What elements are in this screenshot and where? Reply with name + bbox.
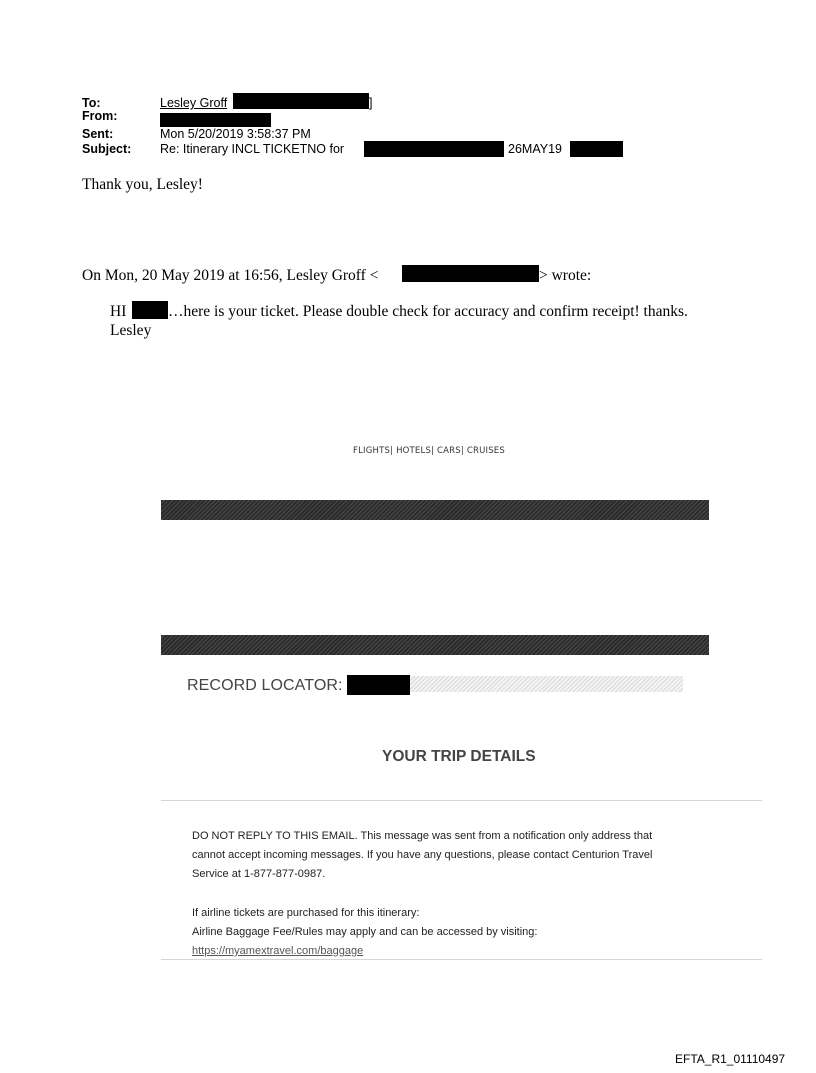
divider-top: [161, 800, 762, 801]
record-locator-bar: [410, 676, 683, 692]
notice-line-2: cannot accept incoming messages. If you have any questions, please contact Centurion Travel: [192, 849, 653, 861]
subject-prefix: Re: Itinerary INCL TICKETNO for: [160, 142, 345, 156]
document-id: EFTA_R1_01110497: [675, 1052, 786, 1066]
to-label: To:: [82, 96, 101, 110]
divider-bottom: [161, 959, 762, 960]
baggage-block: [192, 904, 752, 961]
redaction-subject-code: [570, 141, 623, 157]
baggage-line-1: If airline tickets are purchased for this itinerary:: [192, 907, 420, 919]
header-banner: [161, 500, 709, 520]
redaction-quoted-email: [402, 265, 539, 282]
sent-value: Mon 5/20/2019 3:58:37 PM: [160, 127, 311, 141]
redaction-to-email: [233, 93, 369, 109]
quote-hi: HI: [110, 303, 127, 320]
notice-block: [192, 827, 752, 884]
redaction-subject-name: [364, 141, 504, 157]
reply-thanks: Thank you, Lesley!: [82, 176, 203, 193]
to-tail: ]: [369, 96, 373, 110]
quote-text: …here is your ticket. Please double check for accuracy and confirm receipt! thanks.: [168, 303, 688, 320]
to-name[interactable]: Lesley Groff: [160, 96, 228, 110]
notice-line-1: DO NOT REPLY TO THIS EMAIL. This message was sent from a notification only address that: [192, 830, 653, 842]
baggage-link[interactable]: https://myamextravel.com/baggage: [192, 945, 364, 957]
redaction-recipient-name: [132, 301, 168, 319]
quote-intro-pre: On Mon, 20 May 2019 at 16:56, Lesley Groff <: [82, 267, 379, 284]
redaction-from: [160, 113, 271, 127]
baggage-line-2: Airline Baggage Fee/Rules may apply and can be accessed by visiting:: [192, 926, 538, 938]
from-label: From:: [82, 109, 118, 123]
subject-date: 26MAY19: [508, 142, 562, 156]
redaction-record-locator: [347, 675, 410, 695]
subject-label: Subject:: [82, 142, 132, 156]
record-locator-label: RECORD LOCATOR:: [187, 677, 343, 694]
secondary-banner: [161, 635, 709, 655]
quote-intro-post: > wrote:: [539, 267, 592, 284]
sent-label: Sent:: [82, 127, 114, 141]
trip-details-title: YOUR TRIP DETAILS: [382, 748, 536, 765]
quote-signature: Lesley: [110, 322, 152, 339]
nav-links[interactable]: FLIGHTS| HOTELS| CARS| CRUISES: [353, 446, 505, 456]
notice-line-3: Service at 1-877-877-0987.: [192, 868, 326, 880]
